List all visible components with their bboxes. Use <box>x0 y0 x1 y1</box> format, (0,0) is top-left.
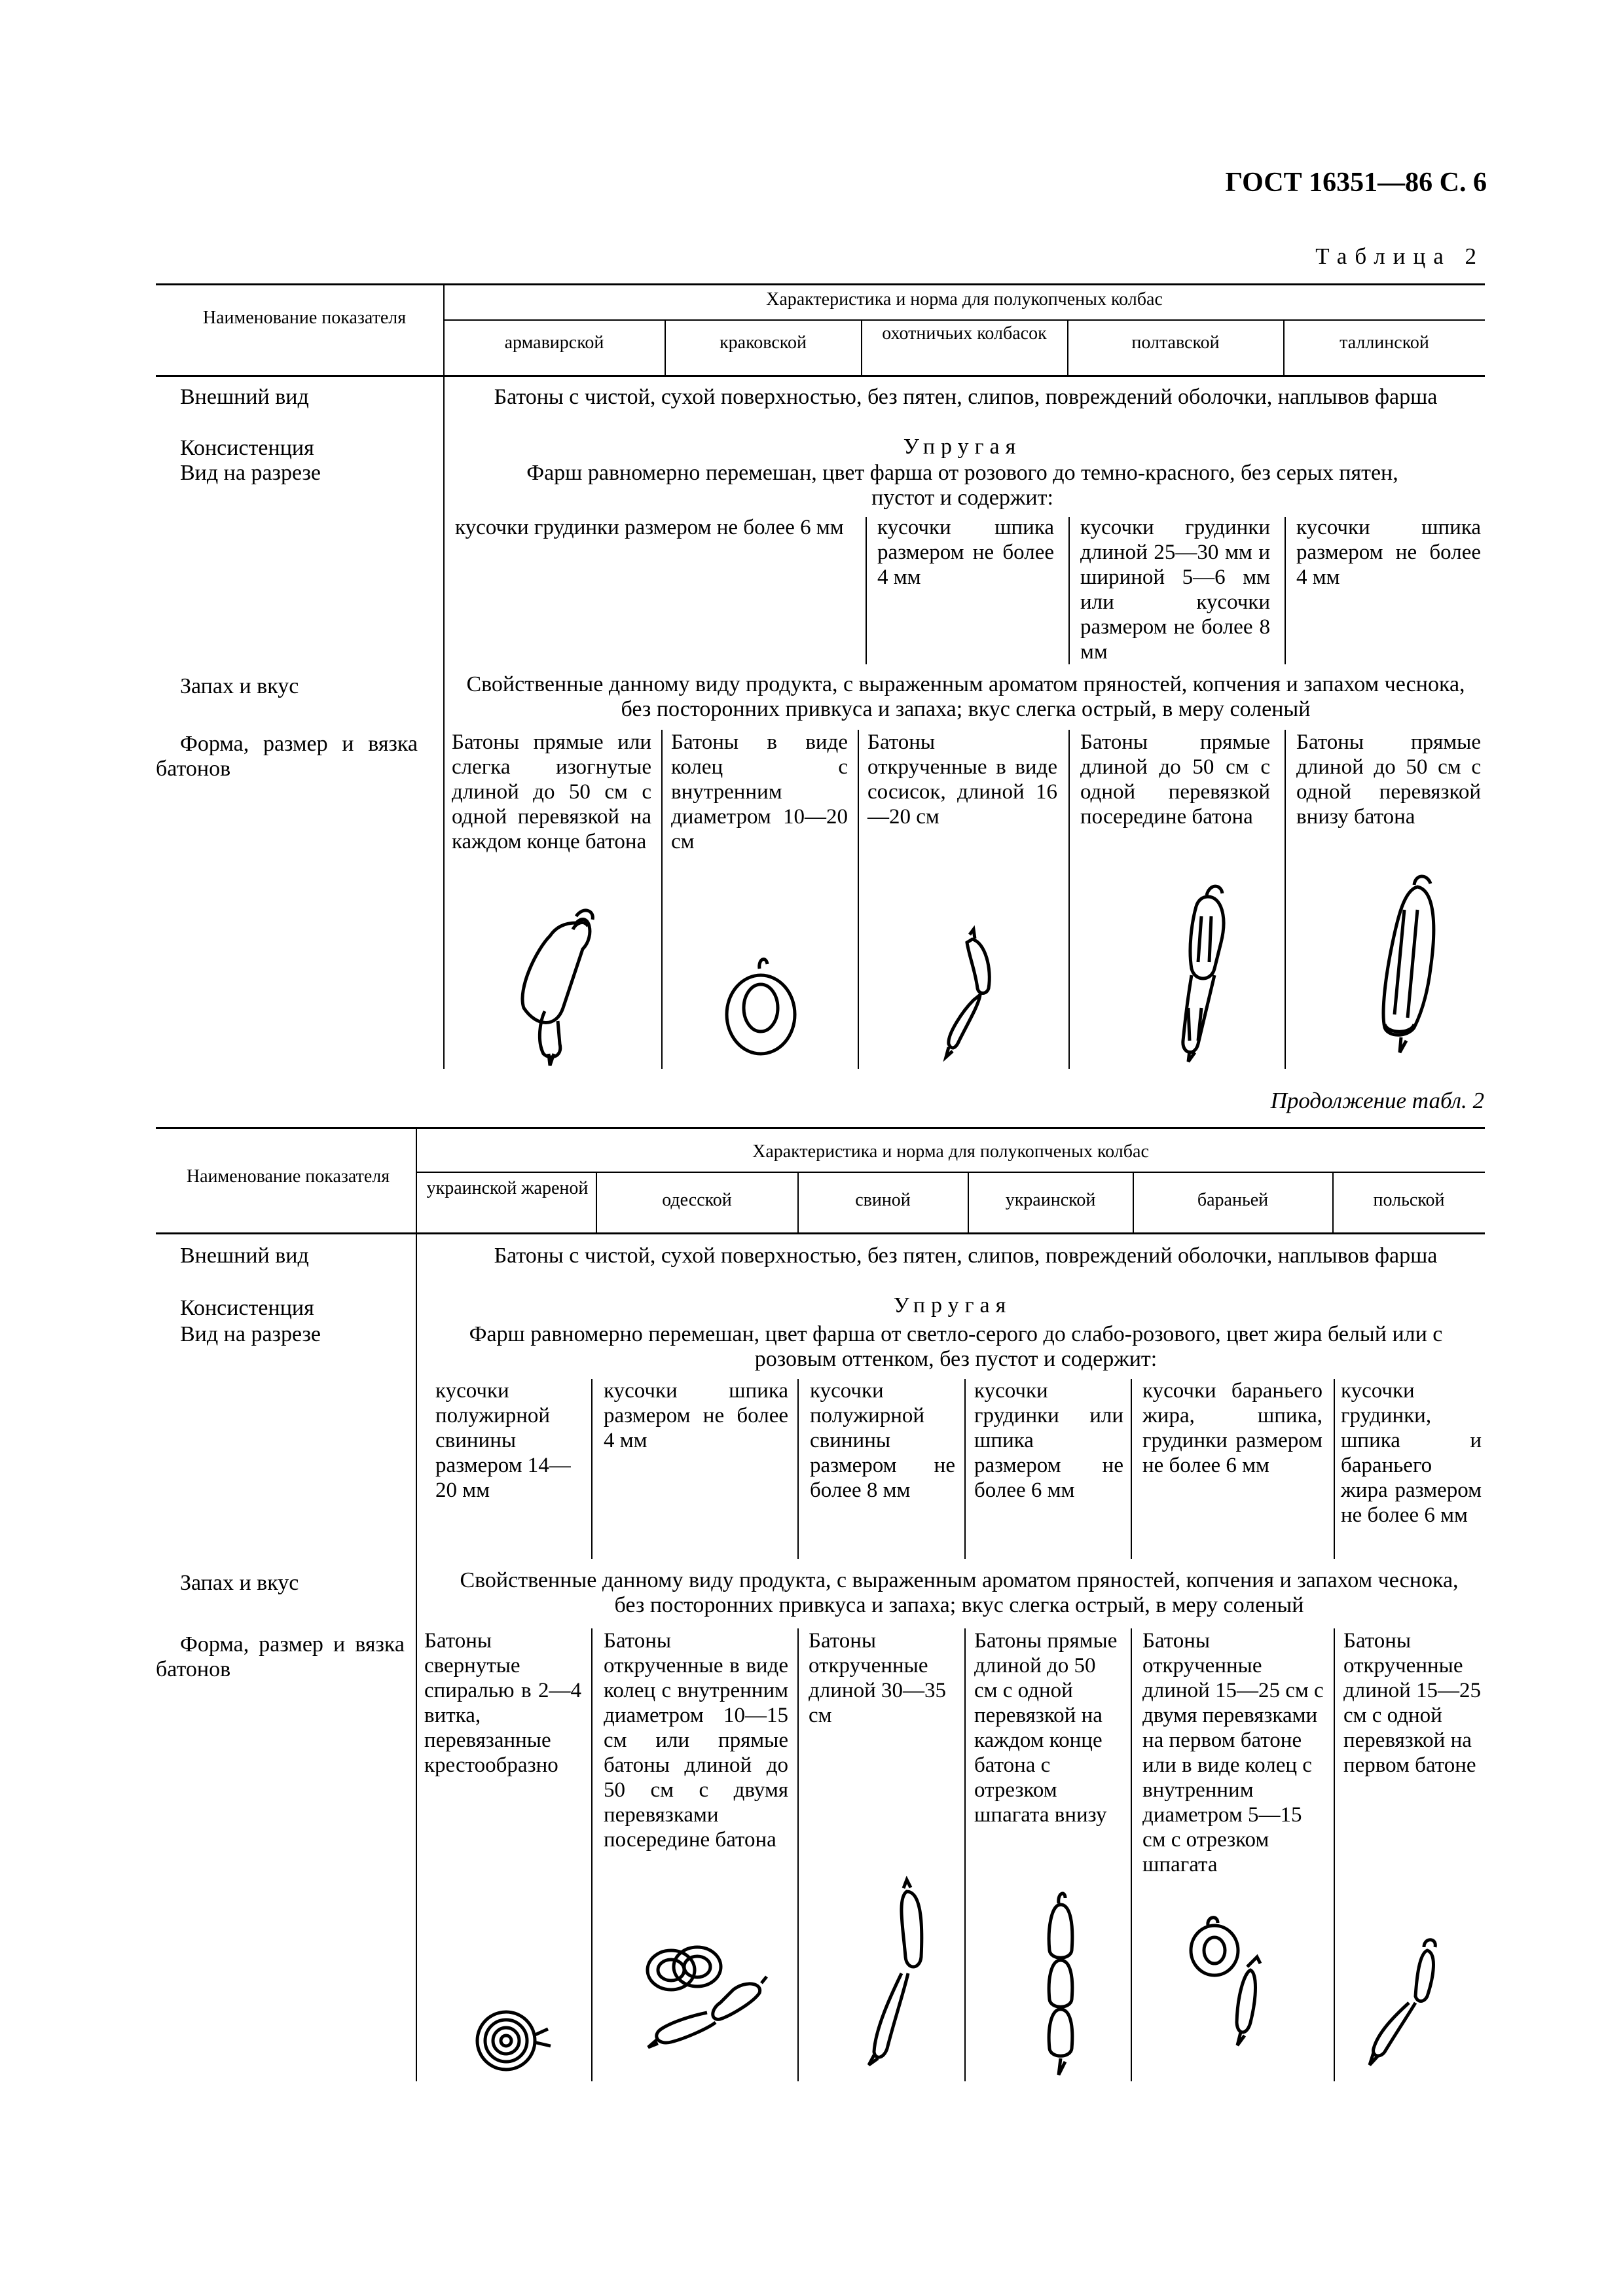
cut-cell: кусочки грудинки, шпика и бараньего жира размером не более 6 мм <box>1341 1379 1482 1527</box>
column-divider <box>797 1379 799 1559</box>
table-border-top <box>156 283 1485 285</box>
column-divider <box>964 1379 966 1559</box>
column-divider <box>1068 730 1070 1069</box>
ring-and-straight-sausages-illustration <box>638 1931 789 2075</box>
row-label: Вид на разрезе <box>180 1322 321 1346</box>
column-header: таллинской <box>1340 332 1429 353</box>
column-header: украинской <box>1005 1190 1096 1210</box>
column-divider <box>1131 1379 1132 1559</box>
column-header-parameter: Наименование показателя <box>186 1166 390 1187</box>
column-divider <box>797 1628 799 2081</box>
shape-cell: Батоны открученные длиной 30—35 см <box>809 1629 946 1727</box>
column-divider <box>866 517 867 664</box>
cut-text: Фарш равномерно перемешан, цвет фарша от розового до темно-красного, без серых пятен, пустот и содержит: <box>526 461 1398 510</box>
shape-cell: Батоны в виде колец с внутренним диаметром 10—20 см <box>671 730 848 853</box>
column-divider <box>661 730 663 1069</box>
row-label: Внешний вид <box>180 385 309 409</box>
consistency-text: Упругая <box>893 1293 1012 1318</box>
row-label: Консистенция <box>180 436 314 460</box>
twisted-sausage-illustration <box>861 1878 939 2075</box>
column-header: польской <box>1373 1190 1445 1210</box>
cut-cell: кусочки грудинки длиной 25—30 мм и шириной 5—6 мм или кусочки размером не более 8 мм <box>1080 516 1270 664</box>
twisted-sausage-single-tie-illustration <box>1362 1937 1460 2081</box>
group-header: Характеристика и норма для полукопченых колбас <box>752 1141 1149 1162</box>
row-label: Форма, размер и вязка батонов <box>156 732 418 781</box>
hunting-sausages-illustration <box>933 929 1012 1067</box>
cut-cell: кусочки полужирной свинины размером не более 8 мм <box>810 1379 955 1502</box>
shape-cell: Батоны прямые или слегка изогнутые длиной до 50 см с одной перевязкой на каждом конце батона <box>452 730 651 853</box>
cut-cell: кусочки полужирной свинины размером 14—20 мм <box>435 1379 571 1502</box>
column-divider <box>416 1127 417 2081</box>
table-border-top <box>156 1127 1485 1129</box>
smell-text: Свойственные данному виду продукта, с выраженным ароматом пряностей, копчения и запахом чеснока, без посторонних привкуса и запаха; вкус слегка острый, в меру соленый <box>460 1568 1459 1617</box>
cut-cell: кусочки бараньего жира, шпика, грудинки размером не более 6 мм <box>1142 1379 1322 1477</box>
sausage-double-tie-illustration <box>1018 1885 1097 2081</box>
shape-cell: Батоны открученные в виде колец с внутренним диаметром 10—15 см или прямые батоны длиной до 50 см с двумя перевязками посередине батона <box>604 1629 788 1852</box>
cut-text: Фарш равномерно перемешан, цвет фарша от светло-серого до слабо-розового, цвет жира белый или с розовым оттенком, без пустот и содержит: <box>469 1322 1443 1371</box>
sausage-ring-illustration <box>720 952 805 1064</box>
shape-cell: Батоны прямые длиной до 50 см с одной перевязкой посередине батона <box>1080 730 1270 829</box>
table-continuation-caption: Продолжение табл. 2 <box>1270 1088 1484 1113</box>
appearance-text: Батоны с чистой, сухой поверхностью, без пятен, слипов, повреждений оболочки, наплывов фарша <box>494 385 1438 409</box>
row-label: Запах и вкус <box>180 1571 299 1595</box>
column-header: армавирской <box>504 332 604 353</box>
column-divider <box>1131 1628 1132 2081</box>
column-divider <box>443 283 445 1069</box>
column-divider <box>1334 1379 1335 1559</box>
ring-with-twine-illustration <box>1182 1911 1280 2081</box>
consistency-text: Упругая <box>903 435 1022 459</box>
shape-cell: Батоны свернутые спиралью в 2—4 витка, перевязанные крестообразно <box>424 1629 581 1777</box>
appearance-text: Батоны с чистой, сухой поверхностью, без пятен, слипов, повреждений оболочки, наплывов фарша <box>494 1244 1438 1268</box>
column-divider <box>1068 517 1070 664</box>
shape-cell: Батоны открученные в виде сосисок, длиной 16—20 см <box>867 730 1057 829</box>
column-header-parameter: Наименование показателя <box>202 308 407 328</box>
cut-cell: кусочки шпика размером не более 4 мм <box>1296 516 1481 589</box>
cut-cell: кусочки грудинки или шпика размером не более 6 мм <box>974 1379 1123 1502</box>
column-divider <box>1285 517 1286 664</box>
table-caption: Таблица 2 <box>1315 243 1484 269</box>
header-divider <box>444 319 1485 321</box>
column-header: краковской <box>720 332 807 353</box>
row-label: Запах и вкус <box>180 674 299 698</box>
row-label: Форма, размер и вязка батонов <box>156 1632 405 1681</box>
group-header: Характеристика и норма для полукопченых колбас <box>766 289 1163 310</box>
shape-cell: Батоны открученные длиной 15—25 см с одной перевязкой на первом батоне <box>1343 1629 1481 1777</box>
cut-cell: кусочки шпика размером не более 4 мм <box>877 516 1054 589</box>
sausage-straight-bottom-tie-illustration <box>1355 870 1453 1067</box>
column-divider <box>964 1628 966 2081</box>
document-reference: ГОСТ 16351—86 С. 6 <box>1225 168 1487 198</box>
column-divider <box>591 1628 593 2081</box>
row-label: Консистенция <box>180 1296 314 1320</box>
spiral-sausage-illustration <box>468 2003 560 2075</box>
header-divider <box>416 1172 1485 1173</box>
sausage-straight-middle-tie-illustration <box>1149 877 1254 1067</box>
column-header: свиной <box>855 1190 911 1210</box>
column-header: охотничьих колбасок <box>882 323 1047 344</box>
cut-cell: кусочки шпика размером не более 4 мм <box>604 1379 788 1452</box>
smell-text: Свойственные данному виду продукта, с выраженным ароматом пряностей, копчения и запахом чеснока, без посторонних привкуса и запаха; вкус слегка острый, в меру соленый <box>466 672 1465 721</box>
column-header: одесской <box>662 1190 732 1210</box>
column-header: полтавской <box>1131 332 1220 353</box>
cut-cell: кусочки грудинки размером не более 6 мм <box>455 516 844 539</box>
column-header: украинской жареной <box>426 1178 589 1198</box>
row-label: Внешний вид <box>180 1244 309 1268</box>
header-border-bottom <box>156 1232 1485 1234</box>
column-divider <box>1285 730 1286 1069</box>
shape-cell: Батоны прямые длиной до 50 см с одной перевязкой на каждом конце батона с отрезком шпагата внизу <box>974 1629 1118 1827</box>
column-divider <box>1334 1628 1335 2081</box>
column-divider <box>858 730 859 1069</box>
shape-cell: Батоны прямые длиной до 50 см с одной перевязкой внизу батона <box>1296 730 1481 829</box>
row-label: Вид на разрезе <box>180 461 321 485</box>
header-border-bottom <box>156 375 1485 377</box>
column-divider <box>591 1379 593 1559</box>
shape-cell: Батоны открученные длиной 15—25 см с двумя перевязками на первом батоне или в виде колец с внутренним диаметром 5—15 см с отрезком шпагата <box>1142 1629 1324 1876</box>
sausage-curved-illustration <box>511 897 629 1067</box>
column-header: бараньей <box>1197 1190 1269 1210</box>
